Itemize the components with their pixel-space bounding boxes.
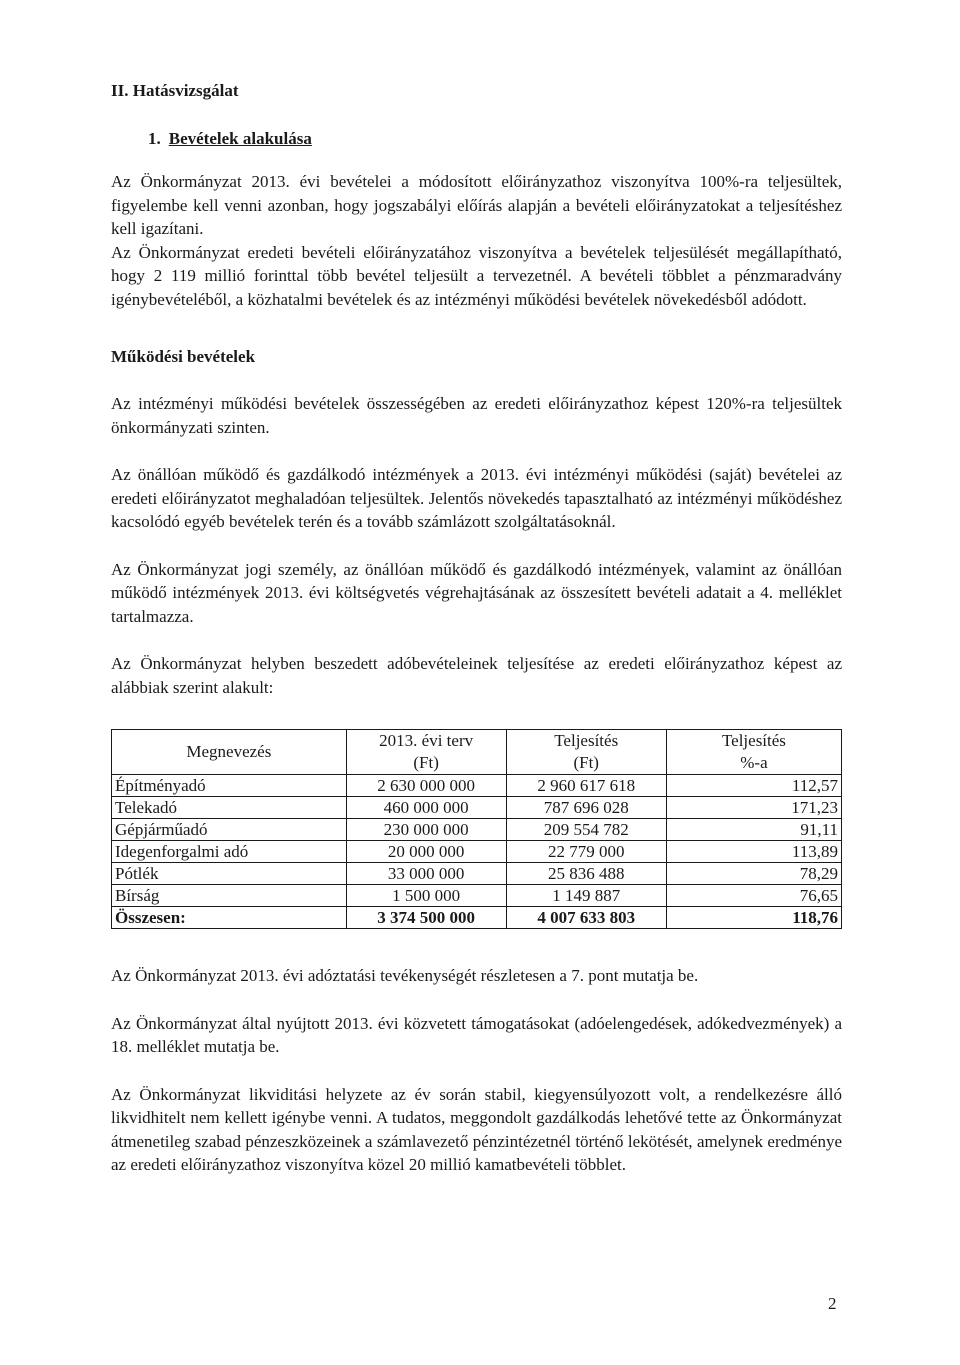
table-row xyxy=(112,775,842,797)
row-actual: 1 149 887 xyxy=(506,885,666,907)
total-plan: 3 374 500 000 xyxy=(346,907,506,929)
row-pct: 113,89 xyxy=(666,841,841,863)
subsection-number: 1. xyxy=(148,129,161,148)
row-actual: 2 960 617 618 xyxy=(506,775,666,797)
header-actual: Teljesítés (Ft) xyxy=(506,730,666,775)
paragraph-operating-1: Az intézményi működési bevételek összességében az eredeti előirányzathoz képest 120%-ra teljesültek önkormányzati szinten. xyxy=(111,394,842,437)
row-name: Bírság xyxy=(112,885,347,907)
row-name: Gépjárműadó xyxy=(112,819,347,841)
page-content xyxy=(111,80,842,1177)
row-plan: 2 630 000 000 xyxy=(346,775,506,797)
paragraph-after-2: Az Önkormányzat által nyújtott 2013. évi közvetett támogatásokat (adóelengedések, adókedvezmények) a 18. melléklet mutatja be. xyxy=(111,1013,842,1056)
table-row xyxy=(112,841,842,863)
table-row xyxy=(112,819,842,841)
row-pct: 91,11 xyxy=(666,819,841,841)
paragraph-after-1: Az Önkormányzat 2013. évi adóztatási tevékenységét részletesen a 7. pont mutatja be. xyxy=(111,966,699,985)
table-row xyxy=(112,885,842,907)
row-actual: 209 554 782 xyxy=(506,819,666,841)
paragraph-operating-3: Az Önkormányzat jogi személy, az önállóan működő és gazdálkodó intézmények, valamint az önállóan működő intézmények 2013. évi költségvetés végrehajtásának az összesített bevételi adatait a 4. melléklet tartalmazza. xyxy=(111,559,842,626)
row-plan: 230 000 000 xyxy=(346,819,506,841)
header-name: Megnevezés xyxy=(112,730,347,775)
row-plan: 1 500 000 xyxy=(346,885,506,907)
paragraph-operating-2: Az önállóan működő és gazdálkodó intézmények a 2013. évi intézményi működési (saját) bevételei az eredeti előirányzatot meghaladóan teljesültek. Jelentős növekedés tapasztalható az intézményi működéshez kacsolódó egyéb bevételek terén és a tovább számlázott szolgáltatásoknál. xyxy=(111,465,842,531)
row-pct: 112,57 xyxy=(666,775,841,797)
row-plan: 20 000 000 xyxy=(346,841,506,863)
row-pct: 78,29 xyxy=(666,863,841,885)
row-pct: 171,23 xyxy=(666,797,841,819)
paragraph-intro-2: Az Önkormányzat eredeti bevételi előirányzatához viszonyítva a bevételek teljesülését megállapítható, hogy 2 119 millió forinttal több bevétel teljesült a tervezetnél. A bevételi többlet a pénzmaradvány igénybevételéből, a közhatalmi bevételek és az intézményi működési bevételek növekedésből adódott. xyxy=(111,242,842,309)
row-actual: 787 696 028 xyxy=(506,797,666,819)
row-name: Építményadó xyxy=(112,775,347,797)
heading-operating-revenue: Működési bevételek xyxy=(111,347,256,366)
table-row xyxy=(112,863,842,885)
paragraph-intro-1: Az Önkormányzat 2013. évi bevételei a módosított előirányzathoz viszonyítva 100%-ra teljesültek, figyelembe kell venni azonban, hogy jogszabályi előírás alapján a bevételi előirányzatokat a teljesítéshez kell igazítani. xyxy=(111,172,842,238)
header-pct: Teljesítés %-a xyxy=(666,730,841,775)
row-name: Telekadó xyxy=(112,797,347,819)
paragraph-after-3: Az Önkormányzat likviditási helyzete az év során stabil, kiegyensúlyozott volt, a rendelkezésre álló likvidhitelt nem kellett igénybe venni. A tudatos, meggondolt gazdálkodás lehetővé tette az Önkormányzat átmenetileg szabad pénzeszközeinek a számlavezető pénzintézetnél történő lekötését, amelynek eredménye az eredeti előirányzathoz viszonyítva közel 20 millió kamatbevételi többlet. xyxy=(111,1084,842,1174)
row-name: Idegenforgalmi adó xyxy=(112,841,347,863)
row-plan: 33 000 000 xyxy=(346,863,506,885)
total-pct: 118,76 xyxy=(666,907,841,929)
subsection-title-text: Bevételek alakulása xyxy=(168,129,312,148)
row-name: Pótlék xyxy=(112,863,347,885)
section-title: II. Hatásvizsgálat xyxy=(111,81,239,100)
table-row xyxy=(112,797,842,819)
tax-revenue-table xyxy=(111,729,842,929)
table-total-row xyxy=(112,907,842,929)
paragraph-operating-4: Az Önkormányzat helyben beszedett adóbevételeinek teljesítése az eredeti előirányzathoz képest az alábbiak szerint alakult: xyxy=(111,654,842,697)
total-actual: 4 007 633 803 xyxy=(506,907,666,929)
table-header-row xyxy=(112,730,842,775)
row-pct: 76,65 xyxy=(666,885,841,907)
subsection-title xyxy=(148,128,842,150)
header-plan: 2013. évi terv (Ft) xyxy=(346,730,506,775)
page-number: 2 xyxy=(828,1294,837,1313)
row-actual: 25 836 488 xyxy=(506,863,666,885)
total-name: Összesen: xyxy=(112,907,347,929)
row-actual: 22 779 000 xyxy=(506,841,666,863)
row-plan: 460 000 000 xyxy=(346,797,506,819)
